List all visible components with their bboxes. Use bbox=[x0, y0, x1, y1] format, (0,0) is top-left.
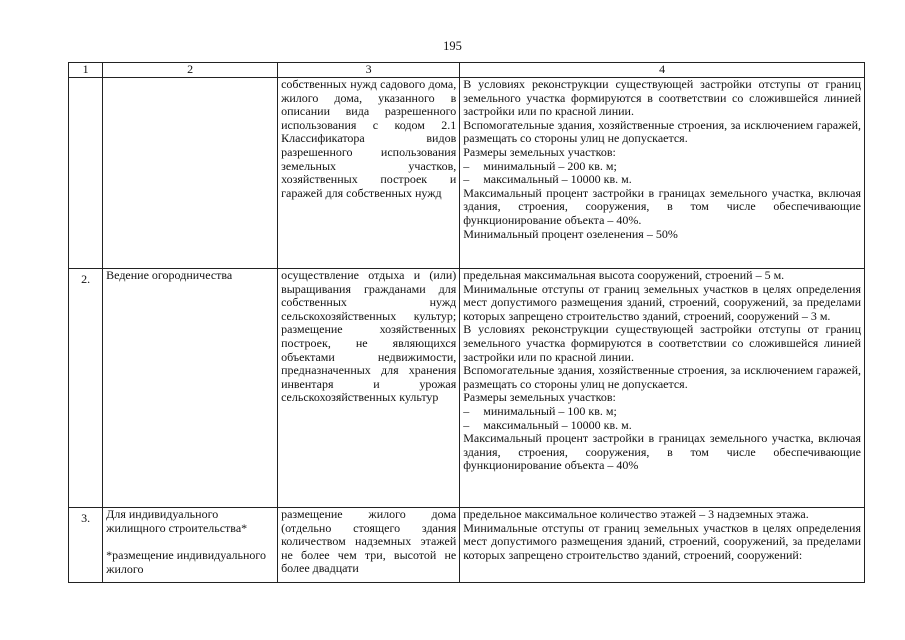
param-list-item: – максимальный – 10000 кв. м. bbox=[463, 417, 632, 432]
land-use-table bbox=[68, 62, 865, 583]
row-number bbox=[69, 78, 103, 269]
param-paragraph: Размеры земельных участков: bbox=[463, 390, 616, 405]
param-paragraph: Размеры земельных участков: bbox=[463, 144, 616, 159]
param-paragraph: Минимальный процент озеленения – 50% bbox=[463, 226, 678, 241]
use-name: Для индивидуального жилищного строительства* bbox=[106, 507, 248, 535]
header-col-1: 1 bbox=[69, 63, 103, 78]
header-col-3: 3 bbox=[278, 63, 460, 78]
param-paragraph: Минимальные отступы от границ земельных участков в целях определения мест допустимого размещения зданий, строений, сооружений, за пределами которых запрещено строительство зданий, строений, сооружений – 3 м. bbox=[463, 281, 861, 323]
use-name: Ведение огородничества bbox=[106, 268, 233, 282]
row-number: 3. bbox=[69, 508, 103, 583]
param-paragraph: предельное максимальное количество этажей – 3 надземных этажа. bbox=[463, 507, 809, 521]
use-name-cell bbox=[103, 78, 278, 269]
param-paragraph: Вспомогательные здания, хозяйственные строения, за исключением гаражей, размещать со стороны улиц не допускается. bbox=[463, 363, 861, 391]
parameters-cell bbox=[460, 269, 865, 508]
param-list-item: – минимальный – 200 кв. м; bbox=[463, 158, 617, 173]
use-description: размещение жилого дома (отдельно стоящего здания количеством надземных этажей не более чем три, высотой не более двадцати bbox=[278, 508, 460, 583]
use-description: осуществление отдыха и (или) выращивания гражданами для собственных нужд сельскохозяйственных культур; размещение хозяйственных построек, не являющихся объектами недвижимости, предназначенных для хранения инвентаря и урожая сельскохозяйственных культур bbox=[278, 269, 460, 508]
use-name-cell bbox=[103, 269, 278, 508]
param-list-item: – минимальный – 100 кв. м; bbox=[463, 403, 617, 418]
use-description: собственных нужд садового дома, жилого дома, указанного в описании вида разрешенного использования с кодом 2.1 Классификатора видов разрешенного использования земельных участков, хозяйственных построек и гаражей для собственных нужд bbox=[278, 78, 460, 269]
param-paragraph: Максимальный процент застройки в границах земельного участка, включая здания, строения, сооружения, в том числе обеспечивающие функционирование объекта – 40% bbox=[463, 431, 861, 473]
use-name-footnote: *размещение индивидуального жилого bbox=[106, 548, 267, 576]
param-paragraph: предельная максимальная высота сооружений, строений – 5 м. bbox=[463, 268, 785, 282]
param-paragraph: Минимальные отступы от границ земельных участков в целях определения мест допустимого размещения зданий, строений, сооружений, за пределами которых запрещено строительство зданий, строений, сооружений: bbox=[463, 520, 861, 562]
param-paragraph: Вспомогательные здания, хозяйственные строения, за исключением гаражей, размещать со стороны улиц не допускается. bbox=[463, 117, 861, 146]
page-number: 195 bbox=[443, 39, 462, 53]
row-number: 2. bbox=[69, 269, 103, 508]
param-list-item: – максимальный – 10000 кв. м. bbox=[463, 172, 632, 187]
parameters-cell bbox=[460, 78, 865, 269]
param-paragraph: В условиях реконструкции существующей застройки отступы от границ земельного участка формируются в соответствии со сложившейся линией застройки или по красной линии. bbox=[463, 77, 861, 119]
header-col-2: 2 bbox=[103, 63, 278, 78]
use-name-spacer bbox=[106, 535, 274, 549]
param-paragraph: Максимальный процент застройки в границах земельного участка, включая здания, строения, сооружения, в том числе обеспечивающие функционирование объекта – 40%. bbox=[463, 185, 861, 227]
table-row bbox=[69, 269, 865, 508]
table-row bbox=[69, 508, 865, 583]
table-row bbox=[69, 78, 865, 269]
header-col-4: 4 bbox=[460, 63, 865, 78]
use-name-cell bbox=[103, 508, 278, 583]
parameters-cell bbox=[460, 508, 865, 583]
table-header-row bbox=[69, 63, 865, 78]
param-paragraph: В условиях реконструкции существующей застройки отступы от границ земельного участка формируются в соответствии со сложившейся линией застройки или по красной линии. bbox=[463, 322, 861, 364]
